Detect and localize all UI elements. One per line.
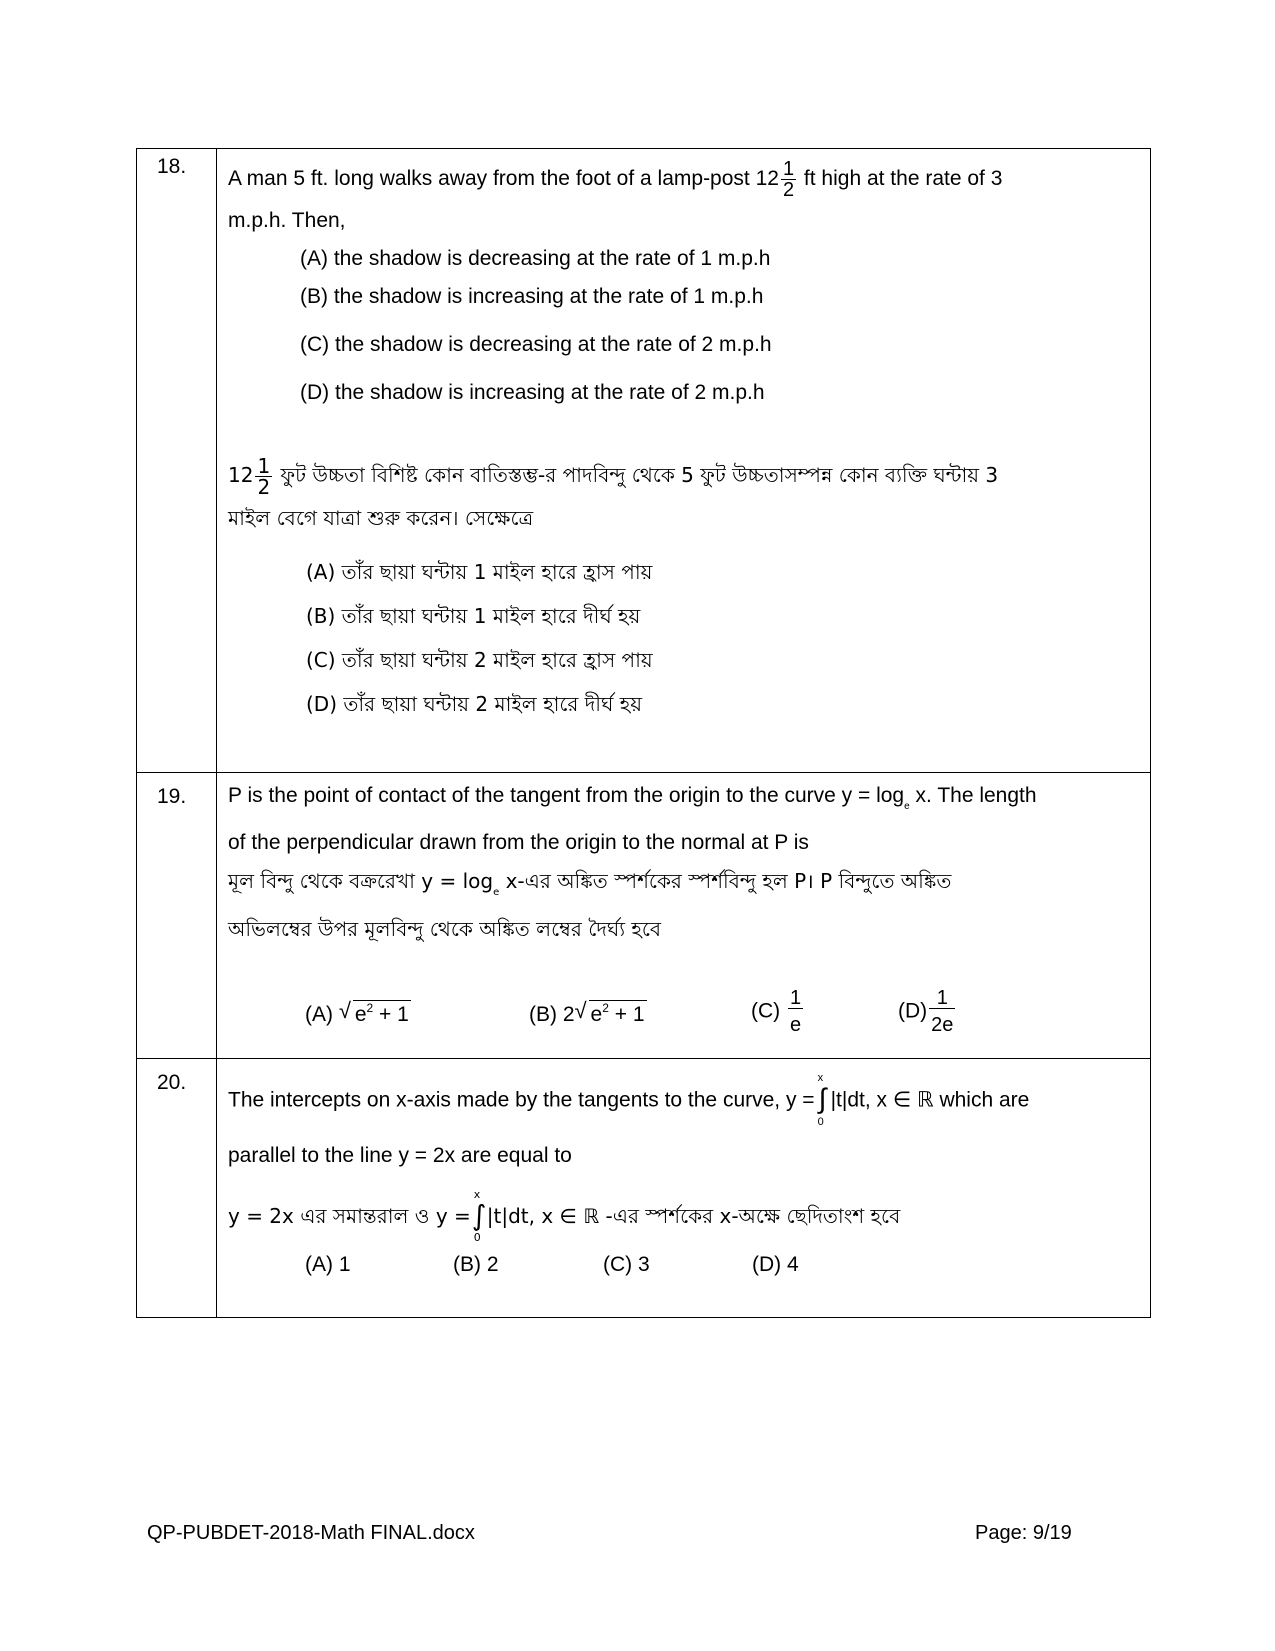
q19-en-equation: $y = \log_e x$ — [841, 784, 927, 812]
question-number: 20. — [137, 1059, 217, 1318]
q19-bn-equation: $y = \log_e x$ — [421, 869, 518, 898]
q18-en-options — [300, 244, 1138, 416]
integral-sign: x ∫ 0 — [471, 1188, 487, 1244]
q19-en-line-2: of the perpendicular drawn from the origin to the normal at P is — [228, 831, 809, 854]
question-number: 18. — [137, 149, 217, 773]
question-body-20 — [217, 1059, 1151, 1318]
q18-en-line-1 — [228, 159, 1138, 200]
q18-en-line-2: m.p.h. Then, — [228, 209, 346, 232]
q19-option-d: (D) $\frac{1}{2e}$ — [898, 987, 954, 1036]
q19-bn-line-1: মূল বিন্দু থেকে বক্ররেখা $y = \log_e$ x-এর অঙ্কিত স্পর্শকের স্পর্শবিন্দু হল P। P বিন্দুতে অঙ্কিত — [228, 869, 952, 898]
q18-en-text: A man 5 ft. long walks away from the foot of a lamp-post 12 — [228, 167, 779, 191]
fraction: $\frac{1}{2e}$ — [931, 987, 954, 1036]
q18-en-option-a: (A) the shadow is decreasing at the rate of 1 m.p.h — [300, 247, 771, 270]
q18-en-option-d: (D) the shadow is increasing at the rate of 2 m.p.h — [300, 381, 765, 404]
integral-sign: x ∫ 0 — [817, 1072, 827, 1128]
footer-filename: QP-PUBDET-2018-Math FINAL.docx — [147, 1522, 475, 1544]
q18-bn-fraction: $\frac{1}{2}$ — [257, 454, 271, 499]
q19-bn-line-2: অভিলম্বের উপর মূলবিন্দু থেকে অঙ্কিত লম্বের দৈর্ঘ্য হবে — [228, 917, 662, 941]
q18-bn-option-d: (D) তাঁর ছায়া ঘন্টায় 2 মাইল হারে দীর্ঘ হয় — [306, 692, 642, 716]
q20-option-d: (D) 4 — [752, 1253, 799, 1276]
question-body-18 — [217, 149, 1151, 773]
q20-option-c: (C) 3 — [603, 1253, 650, 1276]
q18-bn-option-a: (A) তাঁর ছায়া ঘন্টায় 1 মাইল হারে হ্রাস পায় — [306, 560, 653, 584]
q19-en-line-1: P is the point of contact of the tangent from the origin to the curve $y = \log_e x$. The length — [228, 784, 1037, 812]
fraction: $\frac{1}{e}$ — [790, 987, 802, 1036]
q18-bn-options — [306, 557, 1138, 733]
question-table — [136, 148, 1151, 1318]
sqrt-expression: √ $e^2 + 1$ — [575, 1000, 647, 1027]
q20-options — [228, 1253, 1138, 1293]
q19-option-a: (A) √ $e^2 + 1$ — [305, 1000, 411, 1027]
q18-en-text-2: ft high at the rate of 3 — [798, 167, 1003, 191]
question-number: 19. — [137, 773, 217, 1059]
q20-bn-line-1: y = 2x এর সমান্তরাল ও y = x ∫ 0 |t|dt, x ∈ ℝ -এর স্পর্শকের x-অক্ষে ছেদিতাংশ হবে — [228, 1188, 901, 1244]
q18-bn-line-1: 12 $\frac{1}{2}$ ফুট উচ্চতা বিশিষ্ট কোন বাতিস্তম্ভ-র পাদবিন্দু থেকে 5 ফুট উচ্চতাসম্পন্ন কোন ব্যক্তি ঘন্টায় 3 — [228, 454, 999, 499]
q18-bn-line-2: মাইল বেগে যাত্রা শুরু করেন। সেক্ষেত্রে — [228, 506, 534, 530]
question-row-18 — [137, 149, 1151, 773]
q18-bn-option-c: (C) তাঁর ছায়া ঘন্টায় 2 মাইল হারে হ্রাস পায় — [306, 648, 653, 672]
q20-option-b: (B) 2 — [453, 1253, 499, 1276]
q18-bn-text: ফুট উচ্চতা বিশিষ্ট কোন বাতিস্তম্ভ-র পাদবিন্দু থেকে 5 ফুট উচ্চতাসম্পন্ন কোন ব্যক্তি ঘন্টায় 3 — [274, 463, 999, 487]
question-body-19 — [217, 773, 1151, 1059]
q18-en-option-b: (B) the shadow is increasing at the rate of 1 m.p.h — [300, 285, 764, 308]
q20-en-line-1: The intercepts on x-axis made by the tangents to the curve, y = x ∫ 0 |t|dt, x ∈ ℝ which are — [228, 1072, 1030, 1128]
q20-en-line-2: parallel to the line y = 2x are equal to — [228, 1144, 572, 1167]
footer-page-number: Page: 9/19 — [975, 1522, 1072, 1544]
q18-en-option-c: (C) the shadow is decreasing at the rate of 2 m.p.h — [300, 333, 772, 356]
question-row-19 — [137, 773, 1151, 1059]
q20-option-a: (A) 1 — [305, 1253, 351, 1276]
q19-option-c: (C) $\frac{1}{e}$ — [751, 987, 802, 1036]
q18-en-fraction: $\frac{1}{2}$ — [782, 158, 795, 201]
sqrt-expression: √ $e^2 + 1$ — [339, 1000, 411, 1027]
question-row-20 — [137, 1059, 1151, 1318]
q19-options — [228, 988, 1138, 1058]
q18-bn-option-b: (B) তাঁর ছায়া ঘন্টায় 1 মাইল হারে দীর্ঘ হয় — [306, 604, 641, 628]
q19-option-b: (B) 2√ $e^2 + 1$ — [529, 1000, 647, 1027]
